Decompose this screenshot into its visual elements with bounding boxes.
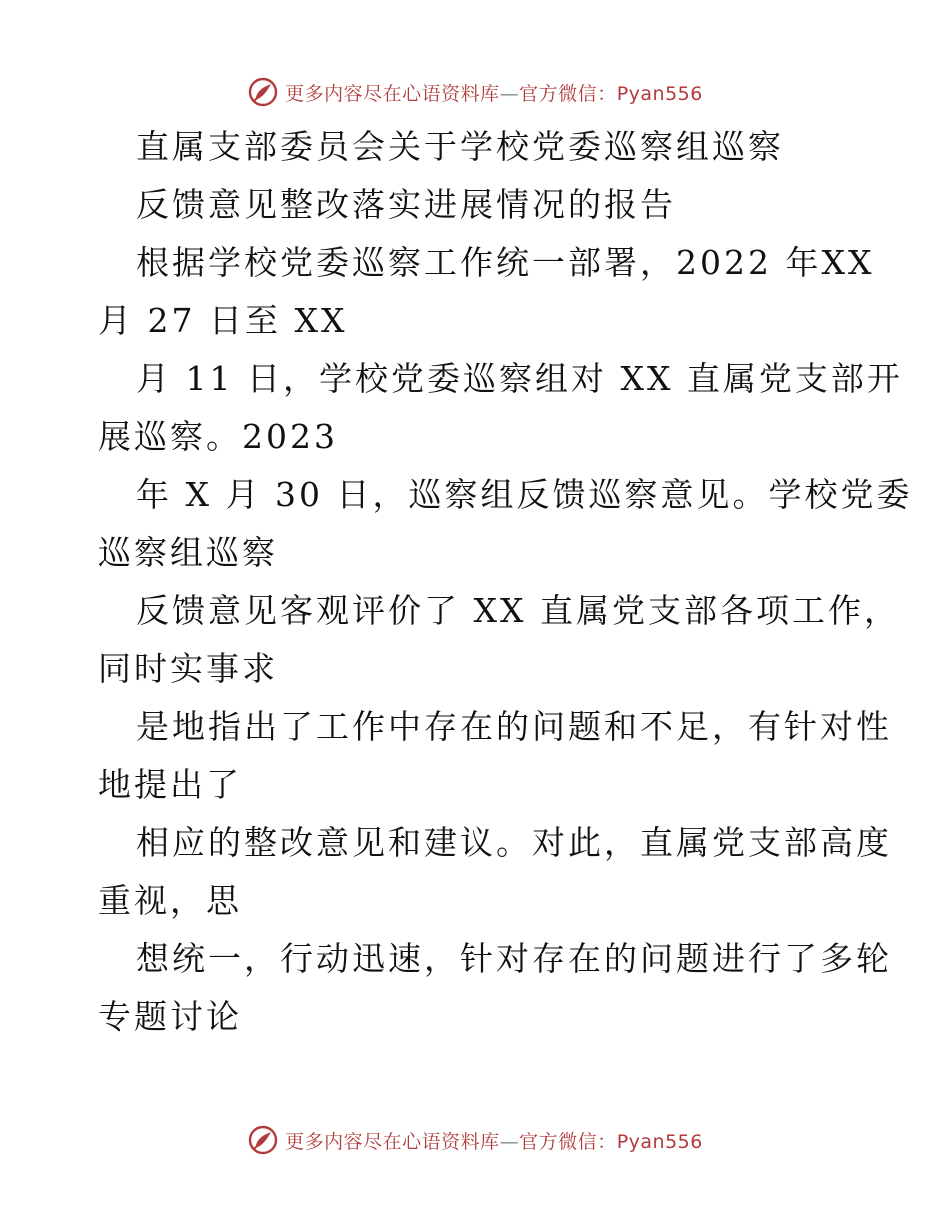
header-watermark-banner bbox=[0, 72, 950, 112]
watermark-wechat-id: Pyan556 bbox=[616, 82, 703, 105]
footer-watermark-banner bbox=[0, 1120, 950, 1160]
watermark-text bbox=[285, 79, 703, 106]
text-line: 重视，思 bbox=[98, 881, 242, 920]
text-line: 展巡察。2023 bbox=[98, 417, 338, 456]
text-line: 地提出了 bbox=[98, 765, 242, 804]
watermark-wechat-label: 官方微信： bbox=[519, 82, 617, 105]
text-line: 反馈意见整改落实进展情况的报告 bbox=[136, 185, 676, 224]
text-line: 直属支部委员会关于学校党委巡察组巡察 bbox=[136, 127, 784, 166]
text-line: 巡察组巡察 bbox=[98, 533, 278, 572]
text-line: 是地指出了工作中存在的问题和不足，有针对性 bbox=[136, 707, 892, 746]
watermark-main: 更多内容尽在心语资料库 bbox=[285, 1130, 500, 1153]
brand-logo-icon bbox=[247, 1124, 279, 1156]
watermark-separator: — bbox=[499, 82, 520, 105]
document-body bbox=[98, 118, 913, 1046]
text-line: 同时实事求 bbox=[98, 649, 278, 688]
watermark-main: 更多内容尽在心语资料库 bbox=[285, 82, 500, 105]
text-line: 年 X 月 30 日，巡察组反馈巡察意见。学校党委 bbox=[136, 475, 913, 514]
text-line: 专题讨论 bbox=[98, 997, 242, 1036]
text-line: 想统一，行动迅速，针对存在的问题进行了多轮 bbox=[136, 939, 892, 978]
text-line: 月 27 日至 XX bbox=[98, 301, 348, 340]
brand-logo-icon bbox=[247, 76, 279, 108]
text-line: 月 11 日，学校党委巡察组对 XX 直属党支部开 bbox=[136, 359, 903, 398]
watermark-text bbox=[285, 1127, 703, 1154]
text-line: 根据学校党委巡察工作统一部署，2022 年XX bbox=[136, 243, 875, 282]
text-line: 相应的整改意见和建议。对此，直属党支部高度 bbox=[136, 823, 892, 862]
watermark-wechat-id: Pyan556 bbox=[616, 1130, 703, 1153]
watermark-wechat-label: 官方微信： bbox=[519, 1130, 617, 1153]
watermark-separator: — bbox=[499, 1130, 520, 1153]
text-line: 反馈意见客观评价了 XX 直属党支部各项工作， bbox=[136, 591, 900, 630]
